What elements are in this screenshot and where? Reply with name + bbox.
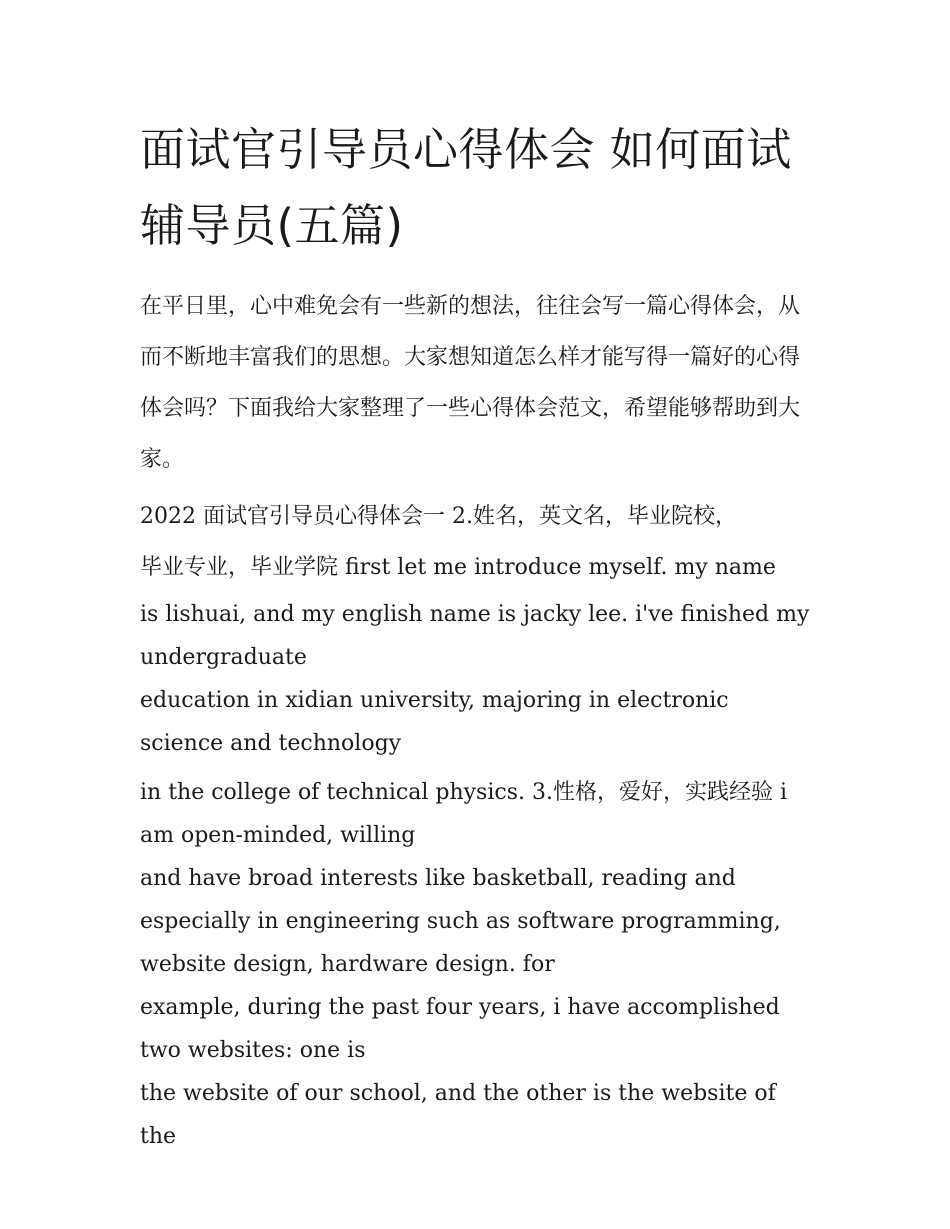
intro-paragraph: 在平日里，心中难免会有一些新的想法，往往会写一篇心得体会，从而不断地丰富我们的思想。大家想知道怎么样才能写得一篇好的心得体会吗？下面我给大家整理了一些心得体会范文，希望能够帮助到大家。 [140, 294, 801, 472]
body-line-7: example, during the past four years, i have accomplished two websites: one is [140, 995, 780, 1063]
body-line-3: is lishuai, and my english name is jacky lee. i've finished my undergraduate [140, 602, 810, 670]
document-title: 面试官引导员心得体会 如何面试辅导员(五篇) [140, 123, 792, 252]
body-line-8: the website of our school, and the other is the website of the [140, 1081, 776, 1149]
body-line-6: and have broad interests like basketball, reading and especially in engineering such as software programming, website design, hardware design. for [140, 866, 781, 977]
body-line-2: 毕业专业，毕业学院 first let me introduce myself. my name [140, 555, 776, 580]
body-line-4: education in xidian university, majoring in electronic science and technology [140, 688, 729, 756]
body-line-1: 2022 面试官引导员心得体会一 2.姓名，英文名，毕业院校， [140, 504, 737, 529]
body-line-5: in the college of technical physics. 3.性格，爱好，实践经验 i am open-minded, willing [140, 780, 788, 848]
document-page [140, 112, 815, 1158]
